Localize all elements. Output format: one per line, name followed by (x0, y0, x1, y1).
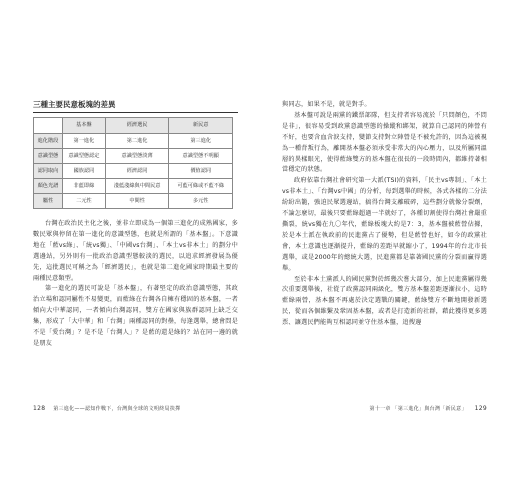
table-cell: 第一進化 (63, 134, 106, 149)
paragraph: 政府依靠台灣社會研究第一大派(TSI)的資料，「民主vs專制」、「本土vs非本土」、「台灣vs中國」的分析，每到選舉的時候，各式各樣的二分法紛紛出籠，強迫民眾選邊站，搞得台灣支離破碎，這些劃分就像分裂劑，不論怎麼切，最後只要藍綠超過一半就好了，各種切割使得台灣社會嚴重撕裂，統vs獨在九〇年代，藍綠板塊大約是7：3，基本盤被藍營佔據，於是本土派在執政前的民進黨占了優勢，但是藍營也好，如今的政黨社會，本土意識也逐漸提升，藍綠的差距早就縮小了，1994年的台北市長選舉，或是2000年的總統大選，民進黨都是靠著國民黨的分裂而贏得選舉。 (282, 177, 487, 272)
running-title: 第十一章 「第三進化」與台灣「新民意」 (369, 406, 467, 412)
table-cell: 第三進化 (169, 134, 233, 149)
table-cell: 意識型態認定 (63, 149, 106, 164)
row-header-cell: 屬性 (34, 194, 63, 209)
right-body-text (282, 100, 487, 329)
row-header-cell: 進化階段 (34, 134, 63, 149)
table-header-cell: 新民意 (169, 118, 233, 134)
left-page (33, 100, 238, 350)
table-cell: 第二進化 (105, 134, 169, 149)
table-header-cell: 基本盤 (63, 118, 106, 134)
paragraph: 與同志，如果不是，就是對手。 (282, 101, 371, 108)
comparison-table (33, 117, 233, 209)
paragraph: 第一進化的選民可說是「基本盤」，有著堅定的政治意識型態，其政治立場和認同屬性不易變更，而藍綠在台灣各自擁有穩固的基本盤，一者傾向大中華認同，一者傾向台灣認同，雙方在國家與族群認同上缺乏交集，形成了「大中華」和「台灣」兩種認同的對壘，每逢選舉，總會問是不是「愛台灣」？是不是「台灣人」？是藍的還是綠的？站在同一邊的就是朋友 (33, 285, 238, 347)
row-header-cell: 顏色光譜 (34, 179, 63, 194)
page-number: 129 (474, 405, 487, 412)
right-page (282, 100, 487, 329)
table-cell: 價值認同 (169, 164, 233, 179)
table-header-cell: 經濟選民 (105, 118, 169, 134)
row-header-cell: 認同取向 (34, 164, 63, 179)
running-title: 第三進化——認知作戰下，台灣與全球的文明終局抉擇 (53, 406, 181, 412)
table-cell: 可藍可綠或不藍不綠 (169, 179, 233, 194)
left-footer (33, 405, 180, 412)
paragraph: 台灣在政治民主化之後，並非立即成為一個第三進化的成熟國家，多數民眾與停留在第一進化的意識型態，也就是所謂的「基本盤」。下意識地在「藍vs綠」、「統vs獨」、「中國vs台灣」、「本土vs非本土」的劃分中選邊站，另外則有一批政治意識型態較淡的選民，以追求經濟發展為優先，這批選民可稱之為「經濟選民」，也就是第二進化國家時期最主要的兩種民意類型。 (33, 220, 238, 282)
title-rule (33, 112, 238, 113)
paragraph: 基本盤可說是兩黨的鐵票部隊，但支持者容易流於「只問顏色，不問是非」，很容易受到政黨意識型態的操縱和綁架，就算自己認同的陣營有不好，也要含血含淚支持，變節支持對立陣營是不被允許的，因為這被視為一種背叛行為，離開基本盤必須承受非常大的內心壓力，以及所屬同溫層的異樣眼光，使得藍綠雙方的基本盤在很長的一段時間內，都維持著相當穩定的狀態。 (282, 111, 487, 174)
table-header-cell (34, 118, 63, 134)
table-cell: 意識型態淡薄 (105, 149, 169, 164)
table-row (34, 149, 233, 164)
table-header-row (34, 118, 233, 134)
table-title: 三種主要民意板塊的差異 (33, 100, 116, 109)
table-cell: 淺藍淺綠與中間民意 (105, 179, 169, 194)
right-footer (369, 405, 487, 412)
left-body-text (33, 219, 238, 350)
page-number: 128 (33, 405, 46, 412)
table-row (34, 179, 233, 194)
table-row (34, 164, 233, 179)
table-row (34, 134, 233, 149)
paragraph: 至於非本土黨派人的國民黨對於經幾次嘗大部分，加上民進黨屬得幾次重要選舉後，社從了政黨認同兩級化，雙方基本盤差距逐漸拉小，這時藍綠兩營，基本盤不再處於決定選戰的關鍵，藍綠雙方不斷地開發新選民，從而各個維繫及鞏固基本盤，或者是打造新的社群，藉此獲得更多選票、讓選民們能夠互相認同並守住基本盤，追搜邊 (282, 275, 487, 327)
table-cell: 非藍即綠 (63, 179, 106, 194)
table-cell: 二元性 (63, 194, 106, 209)
table-cell: 國族認同 (63, 164, 106, 179)
table-cell: 中間性 (105, 194, 169, 209)
table-row (34, 194, 233, 209)
table-cell: 經濟認同 (105, 164, 169, 179)
table-cell: 意識型態不明顯 (169, 149, 233, 164)
row-header-cell: 意識型態 (34, 149, 63, 164)
table-cell: 多元性 (169, 194, 233, 209)
